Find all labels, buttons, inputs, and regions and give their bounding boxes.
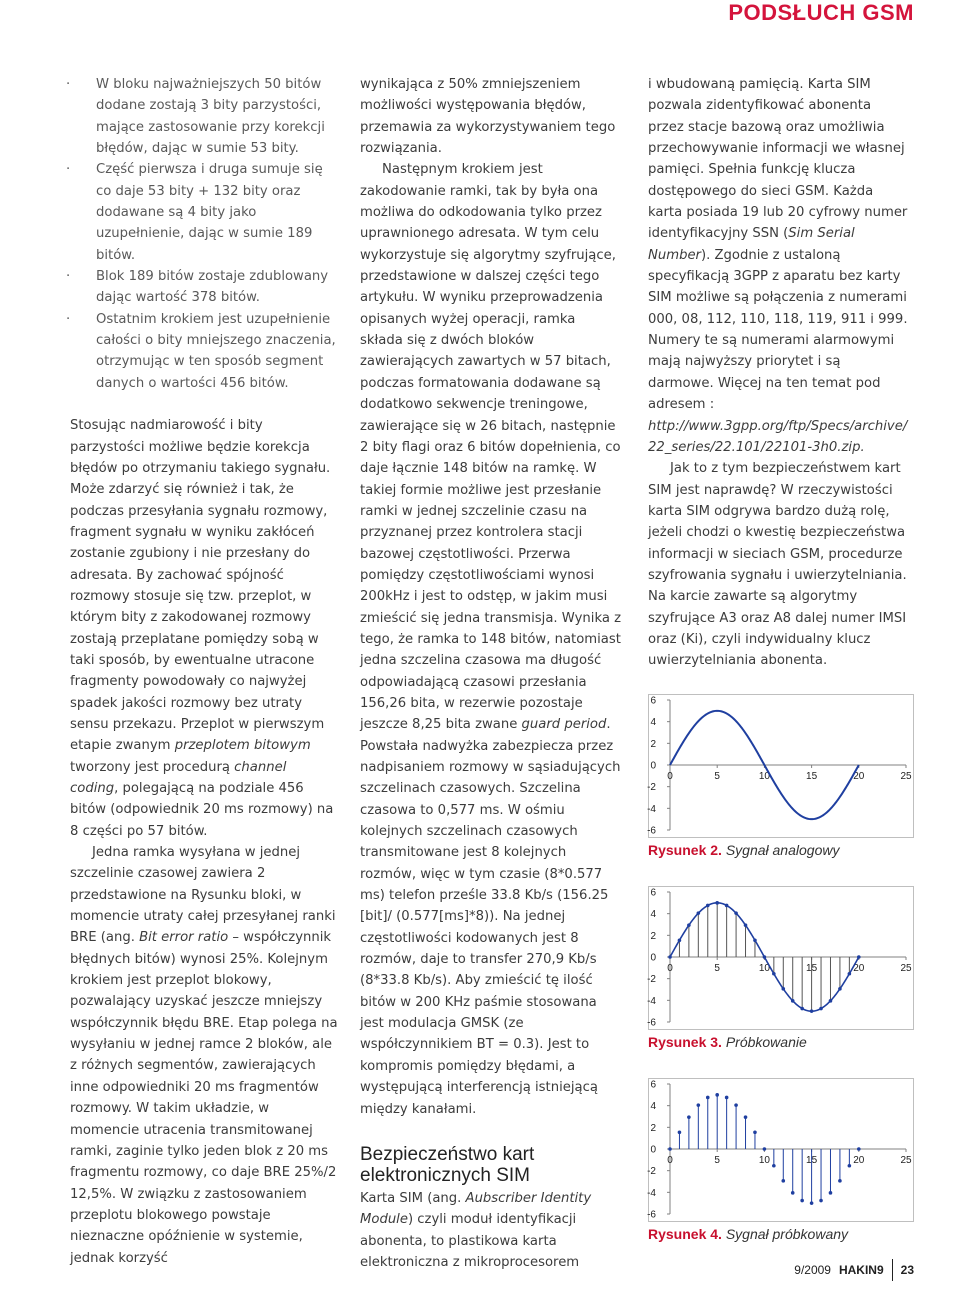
y-tick-label: 0 [650,760,656,772]
sample-point [678,1130,682,1134]
x-tick-label: 15 [806,963,818,974]
y-tick-label: -6 [647,825,656,837]
sample-point [838,987,842,991]
sample-point [706,904,710,908]
figure-sampling [648,886,914,1050]
bullet-list [70,74,338,394]
sample-point [744,923,748,927]
y-tick-label: -4 [647,1187,656,1199]
paragraph: Następnym krokiem jest zakodowanie ramki, tak by była ona możliwa do odkodowania tylko przez uprawnionego adresata. W tym celu wykorzystuje się algorytmy szyfrujące, przedstawione w dalszej części tego artykułu. W wyniku przeprowadzenia opisanych wyżej operacji, ramka składa się z dwóch bloków zawierających zawartych w 57 bitach, podczas formatowania dodawane są dodatkowo sekwencje treningowe, zawierające się w 26 bitach, następnie 2 bity flagi oraz 6 bitów dopełnienia, co daje łącznie 148 bitów na ramkę. W takiej formie możliwe jest przesłanie ramki w jednej szczelinie czasu na przyznanej przez kontrolera stacji bazowej częstotliwości. Przerwa pomiędzy częstotliwościami wynosi 200kHz i jest to odstęp, w jakim musi zmieścić się jedna transmisja. Wynika z tego, że ramka to 148 bitów, natomiast jedna szczelina czasowa ma długość odpowiadającą czasowi przesłania 156,26 bita, w rezerwie pozostaje jeszcze 8,25 bita zwane guard period. Powstała nadwyżka zabezpiecza przez nadpisaniem rozmowy w sąsiadujących szczelinach czasowych. Szczelina czasowa to 0,577 ms. W ośmiu kolejnych szczelinach czasowych transmitowane jest 8 kolejnych rozmów, więc w tym czasie (8*0.577 ms) telefon prześle 33.8 Kb/s (156.25 [bit]/ (0.577[ms]*8)). Na jednej częstotliwości kodowanych jest 8 rozmów, daje to transfer 270,9 Kb/s (8*33.8 Kb/s). Aby zmieścić tę ilość bitów w 200 KHz paśmie stosowana jest modulacja GMSK (ze współczynnikiem BT = 0.3). Jest to kompromis pomiędzy błędami, a występującą interferencją istniejącą między kanałami. [360,162,622,1117]
x-tick-label: 5 [714,1155,720,1166]
sample-point [772,1164,776,1168]
page-number: 23 [900,1263,914,1277]
sample-point [687,923,691,927]
chart-frame [649,695,914,838]
figure-analog-signal [648,694,914,858]
sample-point [697,1103,701,1107]
x-tick-label: 25 [900,1155,912,1166]
sample-point [734,1103,738,1107]
sample-point [753,938,757,942]
list-item: · W bloku najważniejszych 50 bitów dodane zostają 3 bity parzystości, mające zastosowanie przy korekcji błędów, dając w sumie 53 bity. [70,74,338,159]
list-item: · Ostatnim krokiem jest uzupełnienie całości o bity mniejszego znaczenia, otrzymując w ten sposób segment danych o wartości 456 bitów. [70,309,338,394]
page-footer [794,1259,914,1281]
sample-point [800,1007,804,1011]
chart-sampled-signal [648,1078,914,1222]
sample-point [725,904,729,908]
sample-point [810,1201,814,1205]
sample-point [810,1009,814,1013]
y-tick-label: -2 [647,782,656,794]
x-tick-label: 15 [806,771,818,782]
magazine-brand: HAKIN9 [838,1263,884,1277]
sample-point [706,1096,710,1100]
divider [892,1259,893,1281]
paragraph: Jak to z tym bezpieczeństwem kart SIM jest naprawdę? W rzeczywistości karta SIM odgrywa bardzo dużą rolę, jeżeli chodzi o kwestię bezpieczeństwa informacji w sieciach GSM, procedurze szyfrowania sygnału i uwierzytelniania. Na karcie zawarte są algorytmy szyfrujące A3 oraz A8 dalej numer IMSI oraz (Ki), czyli indywidualny klucz uwierzytelniania abonenta. [648,461,907,669]
sample-point [838,1179,842,1183]
sample-point [744,1115,748,1119]
sample-point [668,955,672,959]
list-item: · Blok 189 bitów zostaje zdublowany dając wartość 378 bitów. [70,266,338,309]
sample-point [763,1147,767,1151]
sample-point [791,999,795,1003]
y-tick-label: -6 [647,1209,656,1221]
paragraph: Karta SIM (ang. Aubscriber Identity Module) czyli moduł identyfikacji abonenta, to plastikowa karta elektroniczna z mikroprocesorem [360,1190,592,1270]
sample-point [734,911,738,915]
sample-point [829,999,833,1003]
sample-point [857,955,861,959]
x-tick-label: 15 [806,1155,818,1166]
y-tick-label: 6 [650,695,656,707]
x-tick-label: 10 [758,1155,770,1166]
sample-point [819,1199,823,1203]
chart-analog-signal [648,694,914,838]
y-tick-label: 4 [650,1101,656,1113]
sample-point [800,1199,804,1203]
chart-frame [649,1079,914,1222]
x-tick-label: 5 [714,963,720,974]
sample-point [857,1147,861,1151]
sample-point [687,1115,691,1119]
sample-point [678,938,682,942]
section-title: PODSŁUCH GSM [728,0,914,25]
sample-point [697,911,701,915]
chart-sampling [648,886,914,1030]
column-1 [70,74,338,1269]
paragraph: Jedna ramka wysyłana w jednej szczelinie czasowej zawiera 2 przedstawione na Rysunku bloki, w momencie utraty całej przesyłanej ranki BRE (ang. Bit error ratio – współczynnik błędnych bitów) wynosi 25%. Kolejnym krokiem jest przeplot blokowy, pozwalający uzyskać jeszcze mniejszy współczynnik błędu BRE. Etap polega na wysyłaniu w jednej ramce 2 bloków, ale z różnych segmentów, zawierających inne odpowiedniki 20 ms fragmentów rozmowy. W takim układzie, w momencie utracenia transmitowanej ramki, zaginie tylko jeden blok z 20 ms fragmentu rozmowy, co daje BRE 25%/2 12,5%. W związku z zastosowaniem przeplotu blokowego powstaje nieznaczne opóźnienie w systemie, jednak korzyść [70,845,338,1266]
y-tick-label: 2 [650,1122,656,1134]
sample-point [753,1130,757,1134]
y-tick-label: 2 [650,738,656,750]
y-tick-label: 0 [650,1144,656,1156]
y-tick-label: 4 [650,909,656,921]
column-3 [648,74,910,672]
link-text: http://www.3gpp.org/ftp/Specs/archive/ 22_series/22.101/22101-3h0.zip. [648,418,908,455]
sample-point [848,972,852,976]
x-tick-label: 20 [853,963,865,974]
sample-point [819,1007,823,1011]
x-tick-label: 0 [667,1155,673,1166]
y-tick-label: 2 [650,930,656,942]
sample-point [791,1191,795,1195]
paragraph: wynikająca z 50% zmniejszeniem możliwości występowania błędów, przemawia za wykorzystywaniem tego rozwiązania. [360,77,616,157]
x-tick-label: 10 [758,771,770,782]
x-tick-label: 0 [667,963,673,974]
sample-point [725,1096,729,1100]
figure-caption: Rysunek 3. Próbkowanie [648,1034,807,1050]
sample-point [848,1164,852,1168]
x-tick-label: 5 [714,771,720,782]
sample-point [668,1147,672,1151]
x-tick-label: 25 [900,771,912,782]
y-tick-label: -2 [647,1166,656,1178]
sample-point [772,972,776,976]
figure-sampled-signal [648,1078,914,1242]
x-tick-label: 20 [853,771,865,782]
x-tick-label: 0 [667,771,673,782]
y-tick-label: 6 [650,887,656,899]
x-tick-label: 25 [900,963,912,974]
sample-point [781,987,785,991]
y-tick-label: 0 [650,952,656,964]
sample-point [829,1191,833,1195]
column-2 [360,74,622,1273]
sample-point [715,901,719,905]
figure-caption: Rysunek 2. Sygnał analogowy [648,842,840,858]
y-tick-label: -6 [647,1017,656,1029]
section-heading: Bezpieczeństwo kart elektronicznych SIM [360,1143,535,1186]
y-tick-label: -4 [647,803,656,815]
chart-frame [649,887,914,1030]
y-tick-label: 6 [650,1079,656,1091]
list-item: · Część pierwsza i druga sumuje się co daje 53 bity + 132 bity oraz dodawane są 4 bity jako uzupełnienie, dając w sumie 189 bitów. [70,159,338,266]
x-tick-label: 20 [853,1155,865,1166]
sample-point [781,1179,785,1183]
issue-number: 9/2009 [794,1263,831,1277]
x-tick-label: 10 [758,963,770,974]
y-tick-label: -4 [647,995,656,1007]
figure-caption: Rysunek 4. Sygnał próbkowany [648,1226,849,1242]
paragraph: Stosując nadmiarowość i bity parzystości możliwe będzie korekcja błędów po otrzymaniu takiego sygnału. Może zdarzyć się również i tak, że podczas przesyłania sygnału rozmowy, fragment sygnału w wyniku zakłóceń zostanie zgubiony i nie przesłany do adresata. By zachować spójność rozmowy stosuje się tzw. przeplot, w którym bity z zakodowanej rozmowy zostają przeplatane pomiędzy sobą w taki sposób, by ewentualne utracone fragmenty powodowały co najwyżej spadek jakości rozmowy bez utraty sensu przekazu. Przeplot w pierwszym etapie zwanym przeplotem bitowym tworzony jest procedurą channel coding, polegającą na podziale 456 bitów (odpowiednik 20 ms rozmowy) na 8 części po 57 bitów. [70,418,334,839]
y-tick-label: 4 [650,717,656,729]
paragraph: i wbudowaną pamięcią. Karta SIM pozwala zidentyfikować abonenta przez stacje bazową oraz umożliwia przechowywanie informacji we własnej pamięci. Spełnia funkcję klucza dostępowego do sieci GSM. Każda karta posiada 19 lub 20 cyfrowy numer identyfikacyjny SSN (Sim Serial Number). Zgodnie z ustaloną specyfikacją 3GPP z aparatu bez karty SIM możliwe są połączenia z numerami 000, 08, 112, 110, 118, 119, 911 i 999. Numery te są numerami alarmowymi mają najwyższy priorytet i są darmowe. Więcej na ten temat pod adresem : http://www.3gpp.org/ftp/Specs/archive/ 22_series/22.101/22101-3h0.zip. [648,77,908,455]
sample-point [715,1093,719,1097]
sample-point [763,955,767,959]
y-tick-label: -2 [647,974,656,986]
